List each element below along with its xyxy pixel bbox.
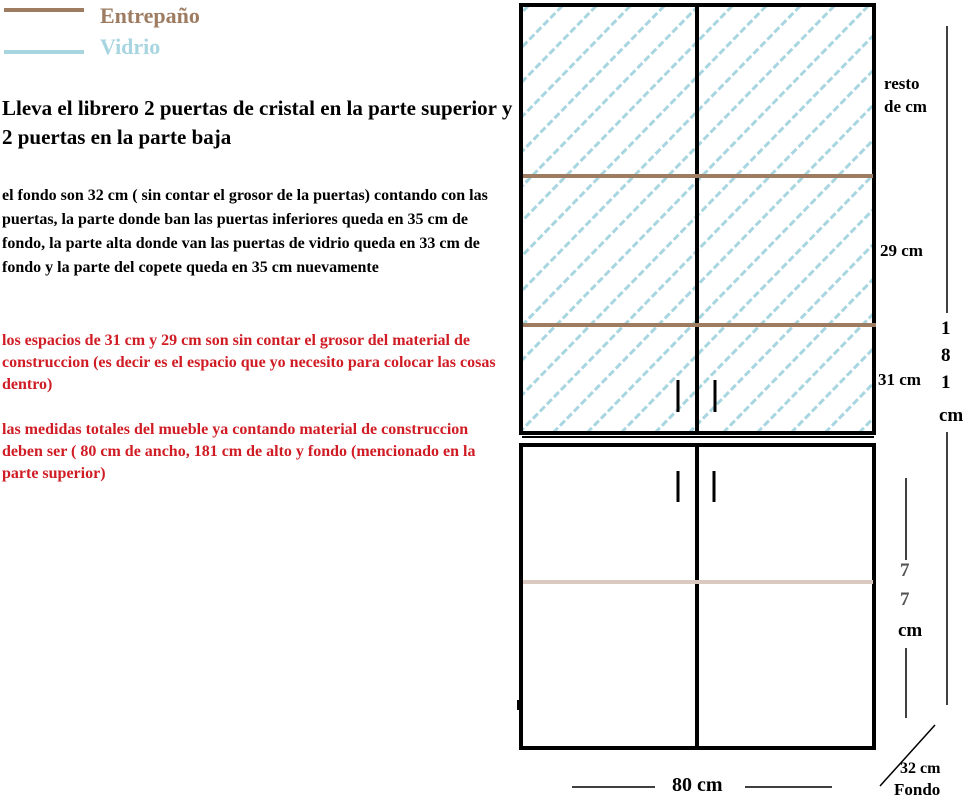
depth-note: el fondo son 32 cm ( sin contar el grosor de la puertas) contando con las puertas, la parte donde ban las puertas inferiores queda en 35 cm de fondo, la parte alta donde van las puertas de vidrio queda en 33 cm de fondo y la parte del copete queda en 35 cm nuevamente: [2, 187, 488, 276]
glass-hatch-stroke: [716, 0, 976, 440]
dim-total-height-digit-2: 8: [941, 345, 951, 366]
dim-depth-label: Fondo: [894, 780, 941, 799]
dim-lower-height-digit-1: 7: [900, 560, 910, 581]
dim-total-height-digit-3: 1: [941, 372, 951, 393]
dim-lower-height-digit-2: 7: [900, 589, 910, 610]
glass-hatch-stroke: [444, 0, 874, 440]
dim-top-rest-2: de cm: [884, 97, 927, 116]
glass-hatch-stroke: [274, 0, 704, 440]
heading-description: Lleva el librero 2 puertas de cristal en la parte superior y 2 puertas en la parte baja: [2, 96, 513, 149]
glass-hatch-stroke: [138, 0, 568, 440]
glass-hatch-stroke: [172, 0, 602, 440]
glass-hatch-stroke: [342, 0, 772, 440]
glass-hatch-stroke: [70, 0, 500, 440]
glass-hatch-stroke: [206, 0, 636, 440]
dim-middle-space: 29 cm: [880, 241, 923, 260]
dim-width: 80 cm: [672, 774, 723, 796]
glass-hatch-stroke: [104, 0, 534, 440]
glass-hatch-stroke: [240, 0, 670, 440]
dim-top-rest-1: resto: [884, 74, 920, 93]
legend-label-shelf: Entrepaño: [100, 3, 200, 28]
dim-lower-glass-space: 31 cm: [878, 370, 921, 389]
spaces-note: los espacios de 31 cm y 29 cm son sin contar el grosor del material de construccion (es decir es el espacio que yo necesito para colocar las cosas dentro): [2, 332, 496, 393]
glass-hatch-stroke: [376, 0, 806, 440]
dim-total-height-digit-1: 1: [941, 318, 951, 339]
dim-depth-value: 32 cm: [900, 760, 941, 777]
glass-hatch-stroke: [410, 0, 840, 440]
totals-note: las medidas totales del mueble ya contando material de construccion deben ser ( 80 cm de ancho, 181 cm de alto y fondo (mencionado en la parte superior): [2, 421, 476, 482]
glass-hatch-stroke: [614, 0, 976, 440]
legend-label-glass: Vidrio: [100, 34, 161, 59]
dim-total-height-unit: cm: [939, 405, 964, 426]
glass-hatch-stroke: [478, 0, 908, 440]
dim-lower-height-unit: cm: [898, 620, 923, 641]
